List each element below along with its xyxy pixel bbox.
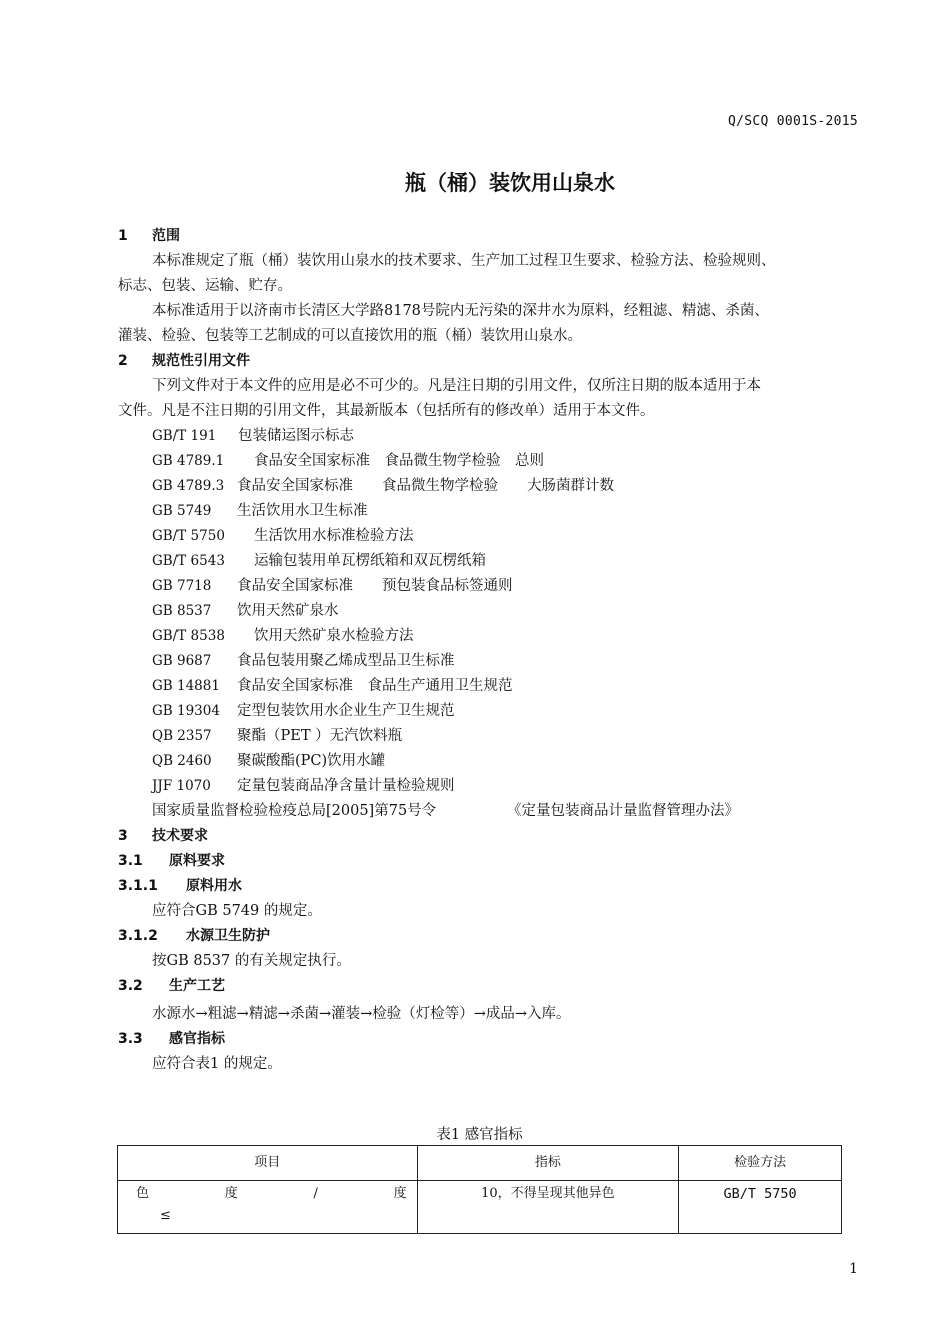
- paragraph: 下列文件对于本文件的应用是必不可少的。凡是注日期的引用文件，仅所注日期的版本适用于本: [152, 378, 761, 394]
- order-title: 《定量包装商品计量监督管理办法》: [507, 803, 739, 819]
- section-title: 生产工艺: [169, 978, 225, 994]
- reference-item: [118, 599, 863, 624]
- section-1-heading: [118, 224, 863, 249]
- section-2-heading: [118, 349, 863, 374]
- standard-code: Q/SCQ 0001S-2015: [727, 114, 858, 129]
- section-title: 感官指标: [169, 1031, 225, 1047]
- reference-code: GB 8537: [152, 603, 212, 619]
- column-header: 检验方法: [679, 1146, 842, 1181]
- reference-title: 食品安全国家标准 食品微生物学检验 大肠菌群计数: [237, 478, 614, 494]
- reference-item: [118, 624, 863, 649]
- reference-title: 食品安全国家标准 食品生产通用卫生规范: [237, 678, 513, 694]
- reference-title: 食品安全国家标准 预包装食品标签通则: [237, 578, 513, 594]
- reference-code: GB 4789.3: [152, 478, 225, 494]
- section-title: 水源卫生防护: [186, 928, 270, 944]
- table-row: [118, 1181, 842, 1234]
- section-title: 原料要求: [169, 853, 225, 869]
- reference-item: [118, 574, 863, 599]
- paragraph: 标志、包装、运输、贮存。: [118, 278, 292, 294]
- paragraph: 按GB 8537 的有关规定执行。: [152, 953, 351, 969]
- paragraph: 应符合表1 的规定。: [152, 1056, 282, 1072]
- method-cell: GB/T 5750: [679, 1181, 842, 1234]
- reference-title: 饮用天然矿泉水: [237, 603, 339, 619]
- reference-code: GB/T 6543: [152, 553, 225, 569]
- reference-item: [118, 499, 863, 524]
- reference-code: GB/T 5750: [152, 528, 225, 544]
- section-number: 1: [118, 228, 128, 244]
- reference-code: GB/T 191: [152, 428, 217, 444]
- section-number: 3.1: [118, 853, 143, 869]
- reference-code: JJF 1070: [152, 778, 211, 794]
- section-3-3-heading: [118, 1027, 863, 1052]
- column-header: 指标: [417, 1146, 679, 1181]
- section-3-1-1-heading: [118, 874, 863, 899]
- reference-item: [118, 524, 863, 549]
- section-3-1-heading: [118, 849, 863, 874]
- paragraph: 文件。凡是不注日期的引用文件，其最新版本（包括所有的修改单）适用于本文件。: [118, 403, 655, 419]
- item-text-part: ≤: [160, 1208, 171, 1223]
- document-body: [118, 224, 863, 1077]
- reference-item: [118, 424, 863, 449]
- reference-code: GB 19304: [152, 703, 220, 719]
- document-title: 瓶（桶）装饮用山泉水: [405, 171, 615, 195]
- reference-item: [118, 549, 863, 574]
- reference-code: GB 14881: [152, 678, 220, 694]
- reference-item: [118, 449, 863, 474]
- table-caption: 表1 感官指标: [436, 1127, 523, 1143]
- indicator-cell: 10，不得呈现其他异色: [417, 1181, 679, 1234]
- paragraph: 灌装、检验、包装等工艺制成的可以直接饮用的瓶（桶）装饮用山泉水。: [118, 328, 582, 344]
- reference-code: GB/T 8538: [152, 628, 225, 644]
- reference-item: [118, 674, 863, 699]
- section-number: 3: [118, 828, 128, 844]
- reference-title: 聚碳酸酯(PC)饮用水罐: [237, 753, 386, 769]
- section-title: 技术要求: [152, 828, 208, 844]
- item-cell: [118, 1181, 418, 1234]
- section-number: 3.2: [118, 978, 143, 994]
- section-title: 规范性引用文件: [152, 353, 250, 369]
- section-3-2-heading: [118, 974, 863, 999]
- reference-title: 定量包装商品净含量计量检验规则: [237, 778, 455, 794]
- reference-item: [118, 799, 863, 824]
- reference-title: 定型包装饮用水企业生产卫生规范: [237, 703, 455, 719]
- reference-item: [118, 774, 863, 799]
- section-title: 范围: [152, 228, 180, 244]
- order-issuer: 国家质量监督检验检疫总局[2005]第75号令: [152, 803, 437, 819]
- reference-item: [118, 749, 863, 774]
- paragraph: 本标准适用于以济南市长清区大学路8178号院内无污染的深井水为原料，经粗滤、精滤、杀菌、: [152, 303, 769, 319]
- reference-title: 运输包装用单瓦楞纸箱和双瓦楞纸箱: [254, 553, 486, 569]
- reference-code: GB 5749: [152, 503, 212, 519]
- reference-code: QB 2357: [152, 728, 212, 744]
- paragraph: 应符合GB 5749 的规定。: [152, 903, 322, 919]
- section-number: 3.1.2: [118, 928, 158, 944]
- page-number: 1: [849, 1261, 858, 1277]
- reference-item: [118, 649, 863, 674]
- item-text-part: /: [313, 1186, 318, 1201]
- section-3-heading: [118, 824, 863, 849]
- item-text-part: 色: [136, 1186, 150, 1201]
- reference-code: GB 4789.1: [152, 453, 225, 469]
- reference-item: [118, 474, 863, 499]
- section-3-1-2-heading: [118, 924, 863, 949]
- table-header-row: [118, 1146, 842, 1181]
- reference-title: 包装储运图示标志: [238, 428, 354, 444]
- paragraph: 水源水→粗滤→精滤→杀菌→灌装→检验（灯检等）→成品→入库。: [152, 1006, 571, 1022]
- item-text-part: 度: [393, 1186, 407, 1201]
- section-title: 原料用水: [186, 878, 242, 894]
- reference-title: 饮用天然矿泉水检验方法: [254, 628, 414, 644]
- column-header: 项目: [118, 1146, 418, 1181]
- reference-item: [118, 724, 863, 749]
- section-number: 3.3: [118, 1031, 143, 1047]
- reference-title: 生活饮用水标准检验方法: [254, 528, 414, 544]
- reference-item: [118, 699, 863, 724]
- reference-title: 食品包装用聚乙烯成型品卫生标准: [237, 653, 455, 669]
- reference-title: 生活饮用水卫生标准: [237, 503, 368, 519]
- reference-code: GB 9687: [152, 653, 212, 669]
- section-number: 3.1.1: [118, 878, 158, 894]
- reference-code: QB 2460: [152, 753, 212, 769]
- reference-code: GB 7718: [152, 578, 212, 594]
- section-number: 2: [118, 353, 128, 369]
- reference-title: 食品安全国家标准 食品微生物学检验 总则: [254, 453, 544, 469]
- reference-title: 聚酯（PET ）无汽饮料瓶: [237, 728, 403, 744]
- item-text-part: 度: [224, 1186, 238, 1201]
- paragraph: 本标准规定了瓶（桶）装饮用山泉水的技术要求、生产加工过程卫生要求、检验方法、检验规则、: [152, 253, 776, 269]
- sensory-indicator-table: [117, 1145, 842, 1234]
